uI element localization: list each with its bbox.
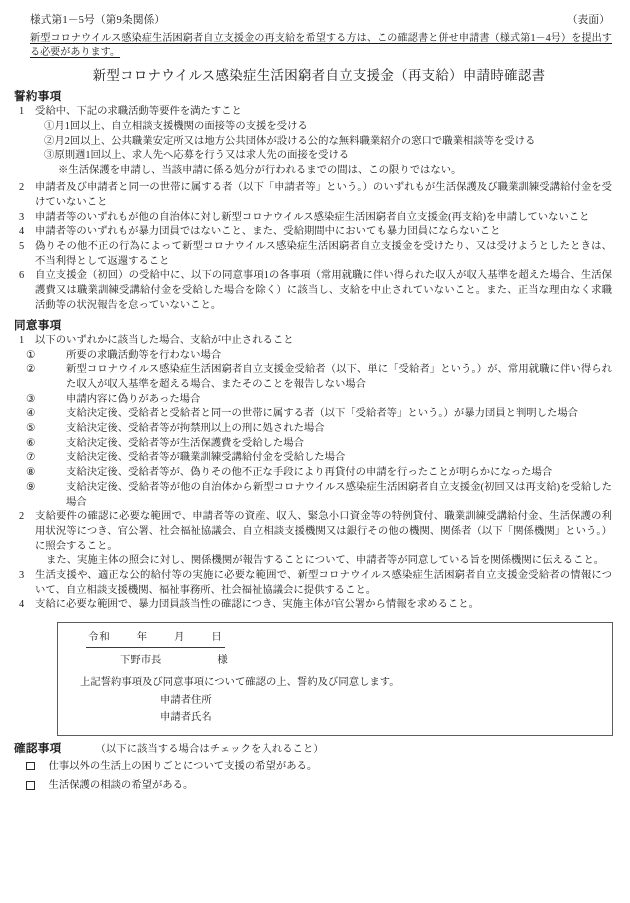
date-field[interactable] (86, 630, 225, 648)
era-label: 令和 (88, 632, 111, 644)
checkbox-icon[interactable] (26, 762, 35, 771)
consent-circled-2-text: 新型コロナウイルス感染症生活困窮者自立支援金受給者（以下、単に「受給者」という。）が、常用就職に伴い得られた収入が収入基準を超える場合、またそのことを報告しない場合 (66, 364, 612, 391)
consent-circled-9 (18, 481, 612, 510)
consent-circled-1-mark: ① (26, 349, 36, 361)
consent-circled-8-mark: ⑧ (26, 467, 36, 479)
pledge-item-1-number: 1 (19, 105, 25, 117)
pledge-item-3 (18, 211, 612, 226)
consent-circled-4-mark: ④ (26, 408, 36, 420)
consent-item-2-extra (18, 554, 612, 569)
month-unit: 月 (174, 632, 186, 644)
consent-circled-6-text: 支給決定後、受給者等が生活保護費を受給した場合 (66, 437, 304, 449)
pledge-item-1 (18, 105, 612, 120)
consent-circled-5 (18, 422, 612, 437)
resubmission-notice (30, 32, 612, 61)
confirmation-heading-note: （以下に該当する場合はチェックを入れること） (95, 743, 324, 755)
consent-item-1 (18, 334, 612, 349)
consent-circled-4 (18, 407, 612, 422)
pledge-item-2 (18, 181, 612, 210)
consent-circled-8-text: 支給決定後、受給者等が、偽りその他不正な手段により再貸付の申請を行ったことが明らかになった場合 (66, 467, 553, 479)
consent-circled-9-mark: ⑨ (26, 481, 36, 493)
addressee-label: 下野市長 (120, 654, 162, 666)
pledge-item-6 (18, 269, 612, 313)
consent-circled-5-text: 支給決定後、受給者等が拘禁刑以上の刑に処された場合 (66, 423, 325, 435)
consent-circled-4-text: 支給決定後、受給者と受給者と同一の世帯に属する者（以下「受給者等」という。）が暴力団員と判明した場合 (66, 408, 579, 420)
pledge-item-1-text: 受給中、下記の求職活動等要件を満たすこと (35, 105, 242, 117)
pledge-item-1-sub-1: ①月1回以上、自立相談支援機関の面接等の支援を受ける (44, 120, 308, 132)
consent-item-1-text: 以下のいずれかに該当した場合、支給が中止されること (35, 334, 294, 346)
consent-item-2-extra-text: また、実施主体の照会に対し、関係機関が報告することについて、申請者等が同意している旨を関係機関に伝えること。 (46, 555, 605, 567)
form-number: 様式第1－5号（第9条関係） (30, 15, 166, 26)
consent-item-2 (18, 510, 612, 554)
pledge-item-2-number: 2 (19, 182, 25, 194)
pledge-item-2-text: 申請者及び申請者と同一の世帯に属する者（以下「申請者等」という。）のいずれもが生活保護及び職業訓練受講給付金を受けていないこと (35, 182, 612, 208)
consent-item-4-text: 支給に必要な範囲で、暴力団員該当性の確認につき、実施主体が官公署から情報を求めること。 (35, 599, 479, 611)
consent-circled-1 (18, 349, 612, 364)
consent-circled-7-text: 支給決定後、受給者等が職業訓練受講給付金を受給した場合 (66, 452, 346, 464)
day-unit: 日 (211, 632, 223, 644)
pledge-item-6-number: 6 (19, 270, 25, 282)
pledge-item-5-number: 5 (19, 240, 25, 252)
pledge-item-4 (18, 225, 612, 240)
signature-statement: 上記誓約事項及び同意事項について確認の上、誓約及び同意します。 (80, 677, 400, 689)
applicant-address-field[interactable]: 申請者住所 (160, 694, 212, 706)
consent-circled-2 (18, 363, 612, 392)
section-heading-consent: 同意事項 (14, 319, 62, 333)
consent-circled-1-text: 所要の求職活動等を行わない場合 (66, 349, 222, 361)
confirmation-checkbox-label-1: 仕事以外の生活上の困りごとについて支援の希望がある。 (48, 760, 318, 772)
side-label: （表面） (566, 15, 610, 26)
signature-date-row (68, 630, 602, 648)
pledge-item-1-note: ※生活保護を申請し、当該申請に係る処分が行われるまでの間は、この限りではない。 (58, 165, 462, 177)
pledge-item-6-text: 自立支援金（初回）の受給中に、以下の同意事項1の各事項（常用就職に伴い得られた収入が収入基準を超えた場合、生活保護費又は職業訓練受講給付金を受給した場合を除く）に該当し、支給を中止されていないこと。また、正当な理由なく求職活動等の状況報告を怠っていないこと。 (35, 270, 612, 311)
checkbox-icon[interactable] (26, 781, 35, 790)
consent-item-3-number: 3 (19, 569, 25, 581)
consent-item-3 (18, 569, 612, 598)
pledge-item-1-sub-3: ③原則週1回以上、求人先へ応募を行う又は求人先の面接を受ける (44, 150, 350, 162)
pledge-item-4-text: 申請者等のいずれもが暴力団員ではないこと、また、受給期間中においても暴力団員にならないこと (35, 226, 501, 238)
document-header (0, 0, 630, 27)
consent-item-4-number: 4 (19, 599, 25, 611)
consent-circled-6-mark: ⑥ (26, 437, 36, 449)
consent-item-3-text: 生活支援や、適正な公的給付等の実施に必要な範囲で、新型コロナウイルス感染症生活困窮者自立支援金受給者の情報について、自立相談支援機関、福祉事務所、社会福祉協議会に提供すること。 (35, 569, 612, 596)
consent-circled-6 (18, 437, 612, 452)
confirmation-heading-label: 確認事項 (14, 741, 62, 755)
signature-box (57, 622, 613, 736)
consent-item-2-number: 2 (19, 511, 25, 523)
pledge-item-3-text: 申請者等のいずれもが他の自治体に対し新型コロナウイルス感染症生活困窮者自立支援金(再支給)を申請していないこと (35, 211, 590, 223)
applicant-name-field[interactable]: 申請者氏名 (160, 712, 212, 724)
consent-item-1-number: 1 (19, 334, 25, 346)
confirmation-checkbox-row-2[interactable] (26, 779, 612, 793)
consent-circled-2-mark: ② (26, 364, 36, 376)
confirmation-checkbox-label-2: 生活保護の相談の希望がある。 (48, 780, 194, 792)
consent-circled-3-text: 申請内容に偽りがあった場合 (66, 393, 201, 405)
section-heading-pledge: 誓約事項 (14, 90, 62, 104)
honorific-label: 様 (217, 654, 228, 666)
consent-circled-5-mark: ⑤ (26, 423, 36, 435)
year-unit: 年 (136, 632, 149, 644)
pledge-item-5-text: 偽りその他不正の行為によって新型コロナウイルス感染症生活困窮者自立支援金を受けたり、又は受けようとしたときは、不当利得として返還すること (35, 240, 612, 267)
consent-circled-7-mark: ⑦ (26, 452, 36, 464)
consent-item-2-text: 支給要件の確認に必要な範囲で、申請者等の資産、収入、緊急小口資金等の特例貸付、職業訓練受講給付金、生活保護の利用状況等につき、官公署、社会福祉協議会、自立相談支援機関又は銀行その他の機関、関係者（以下「関係機関」という。）に照会すること。 (35, 511, 612, 552)
consent-circled-3-mark: ③ (26, 393, 36, 405)
consent-circled-7 (18, 451, 612, 466)
pledge-item-5 (18, 240, 612, 269)
pledge-item-4-number: 4 (19, 226, 25, 238)
section-heading-confirmation (14, 743, 630, 755)
confirmation-checkbox-row-1[interactable] (26, 760, 612, 774)
consent-circled-8 (18, 466, 612, 481)
consent-circled-3 (18, 393, 612, 408)
addressee-row (120, 653, 602, 669)
consent-item-4 (18, 598, 612, 613)
page-title: 新型コロナウイルス感染症生活困窮者自立支援金（再支給）申請時確認書 (92, 68, 546, 84)
pledge-item-1-sub-2: ②月2回以上、公共職業安定所又は地方公共団体が設ける公的な無料職業紹介の窓口で職業相談等を受ける (44, 135, 536, 147)
consent-circled-9-text: 支給決定後、受給者等が他の自治体から新型コロナウイルス感染症生活困窮者自立支援金(初回又は再支給)を受給した場合 (66, 481, 612, 508)
resubmission-notice-text: 新型コロナウイルス感染症生活困窮者自立支援金の再支給を希望する方は、この確認書と併せ申請書（様式第1－4号）を提出する必要があります。 (30, 32, 612, 58)
pledge-item-3-number: 3 (19, 211, 25, 223)
